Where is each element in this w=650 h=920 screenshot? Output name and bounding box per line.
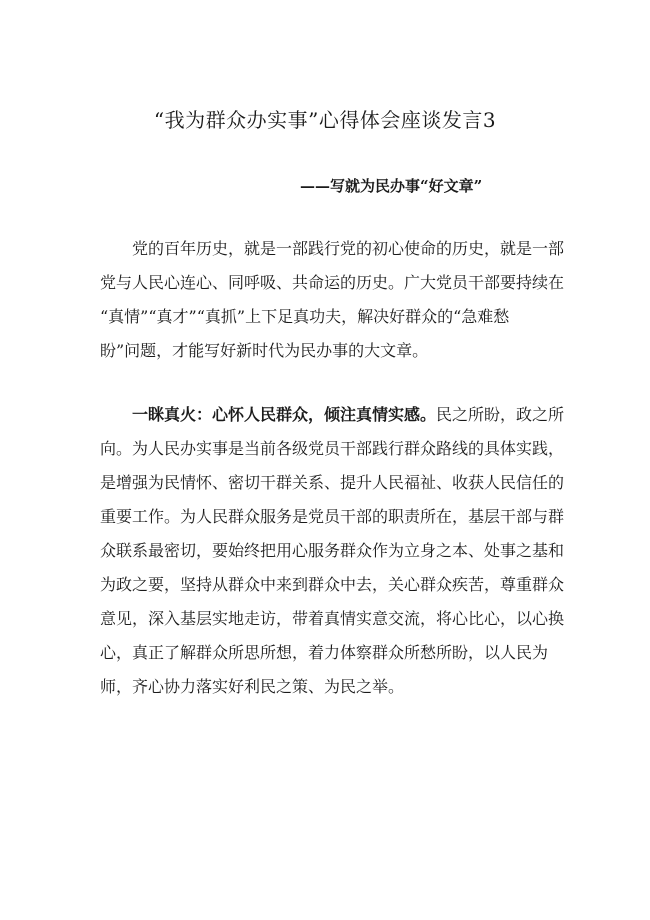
paragraph-line: 众联系最密切，要始终把用心服务群众作为立身之本、处事之基和 (100, 541, 565, 560)
document-title: “我为群众办实事”心得体会座谈发言3 (153, 108, 497, 132)
paragraph-line: 向。为人民办实事是当前各级党员干部践行群众路线的具体实践， (100, 439, 565, 458)
paragraph-line: 党的百年历史，就是一部践行党的初心使命的历史，就是一部 (132, 239, 565, 258)
paragraph-line: 是增强为民情怀、密切干群关系、提升人民福祉、收获人民信任的 (100, 473, 565, 492)
paragraph-line: 党与人民心连心、同呼吸、共命运的历史。广大党员干部要持续在 (100, 273, 565, 292)
paragraph-line: “真情”“真才”“真抓”上下足真功夫，解决好群众的“急难愁 (100, 307, 510, 326)
paragraph-line: 为政之要，坚持从群众中来到群众中去，关心群众疾苦，尊重群众 (100, 575, 565, 594)
paragraph-line: 重要工作。为人民群众服务是党员干部的职责所在，基层干部与群 (100, 507, 565, 526)
paragraph-line: 盼”问题，才能写好新时代为民办事的大文章。 (100, 341, 429, 360)
section-heading: 一眯真火：心怀人民群众，倾注真情实感。 (132, 405, 437, 424)
document-subtitle: ——写就为民办事“好文章” (300, 177, 483, 195)
paragraph-first-line (100, 398, 582, 432)
section-text: 民之所盼，政之所 (436, 405, 565, 424)
paragraph-line: 师，齐心协力落实好利民之策、为民之举。 (100, 677, 405, 696)
paragraph-line: 心，真正了解群众所思所想，着力体察群众所愁所盼，以人民为 (100, 643, 549, 662)
paragraph-line: 意见，深入基层实地走访，带着真情实意交流，将心比心，以心换 (100, 609, 565, 628)
